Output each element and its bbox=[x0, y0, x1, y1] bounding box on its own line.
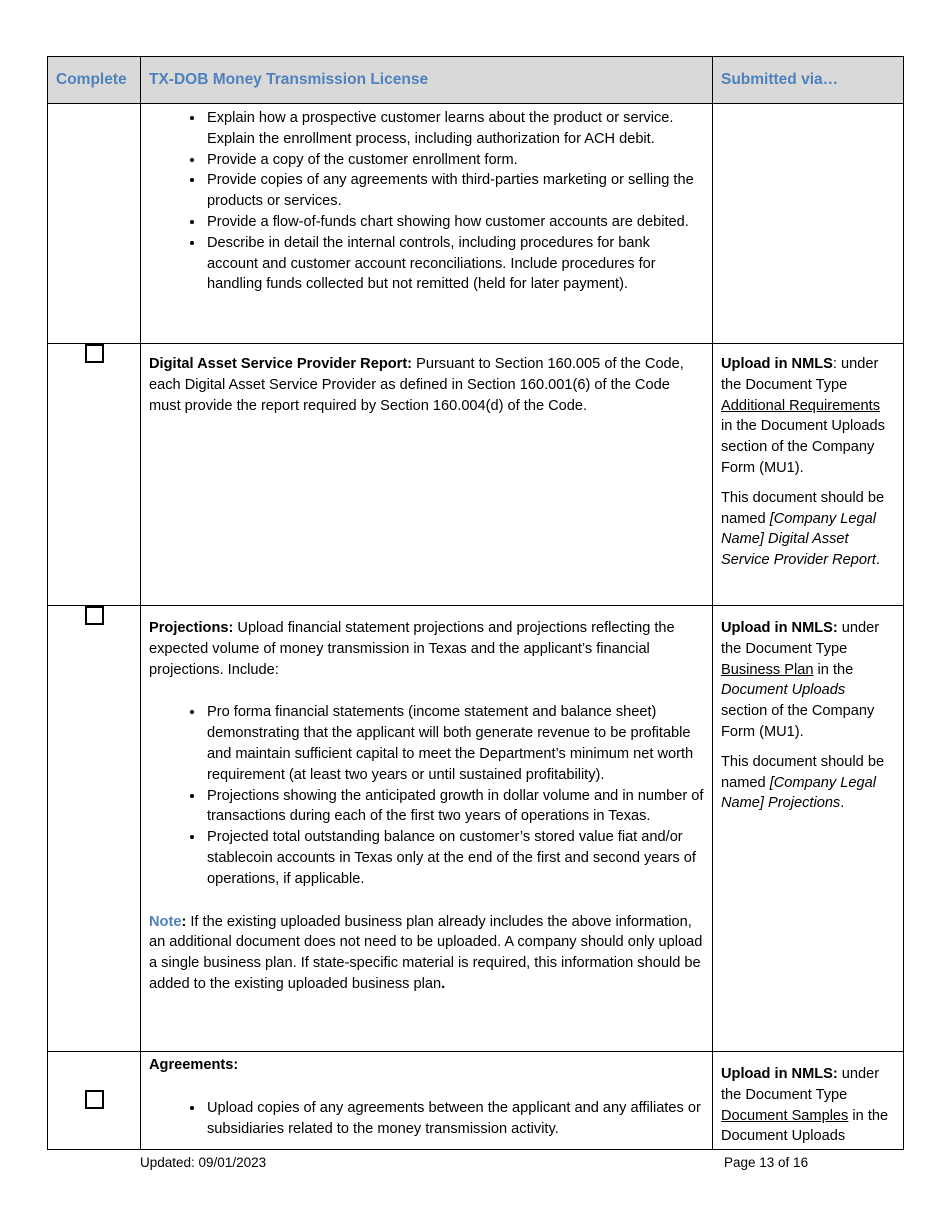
table-row-continued bbox=[48, 104, 904, 344]
list-item: • Upload copies of any agreements between the applicant and any affiliates or subsidiaries related to the money transmission activity. bbox=[205, 1098, 704, 1140]
submission-instructions: Upload in NMLS: under the Document Type Business Plan in the Document Uploads section of the Company Form (MU1). bbox=[721, 620, 880, 740]
submission-instructions: Upload in NMLS: under the Document Type Additional Requirements in the Document Uploads section of the Company Form (MU1). bbox=[721, 356, 885, 476]
checkbox-digital-asset[interactable] bbox=[85, 344, 104, 363]
submitted-cell bbox=[713, 344, 904, 606]
document-naming: This document should be named [Company Legal Name] Projections. bbox=[721, 753, 885, 812]
header-license: TX-DOB Money Transmission License bbox=[141, 57, 713, 104]
footer-page-number: Page 13 of 16 bbox=[724, 1155, 809, 1170]
submitted-cell bbox=[713, 606, 904, 1052]
requirement-cell bbox=[141, 606, 713, 1052]
bullet-list bbox=[149, 108, 704, 295]
list-item: • Provide a flow-of-funds chart showing how customer accounts are debited. bbox=[205, 212, 704, 233]
footer-updated: Updated: 09/01/2023 bbox=[140, 1155, 267, 1170]
requirement-title: Agreements: bbox=[149, 1057, 239, 1073]
requirement-cell bbox=[141, 104, 713, 344]
table-header-row bbox=[48, 57, 904, 104]
submission-instructions: Upload in NMLS: under the Document Type Document Samples in the Document Uploads bbox=[721, 1066, 889, 1145]
table-row-agreements bbox=[48, 1052, 904, 1150]
checkbox-agreements[interactable] bbox=[85, 1090, 104, 1109]
complete-cell bbox=[48, 606, 141, 1052]
table-row-digital-asset bbox=[48, 344, 904, 606]
list-item: • Explain how a prospective customer learns about the product or service. Explain the enrollment process, including authorization for ACH debit. bbox=[205, 108, 704, 150]
requirement-text: Projections: Upload financial statement projections and projections reflecting the expected volume of money transmission in Texas and the applicant’s financial projections. Include: bbox=[149, 620, 675, 678]
requirement-cell bbox=[141, 344, 713, 606]
list-item: • Provide a copy of the customer enrollment form. bbox=[205, 150, 704, 171]
note-label: Note bbox=[149, 913, 182, 930]
table-row-projections bbox=[48, 606, 904, 1052]
complete-cell bbox=[48, 1052, 141, 1150]
requirement-title: Digital Asset Service Provider Report: bbox=[149, 356, 413, 372]
complete-cell-empty bbox=[48, 104, 141, 344]
list-item: • Pro forma financial statements (income statement and balance sheet) demonstrating that the applicant will both generate revenue to be profitable and maintain sufficient capital to meet the Department’s minimum net worth requirement (at least two years or until sustained profitability). bbox=[205, 702, 704, 785]
submitted-cell-empty bbox=[713, 104, 904, 344]
requirements-table bbox=[47, 56, 904, 1150]
list-item: • Provide copies of any agreements with third-parties marketing or selling the products or services. bbox=[205, 170, 704, 212]
note-text: Note: If the existing uploaded business plan already includes the above information, an additional document does not need to be uploaded. A company should only upload a single business plan. If state-specific material is required, this information should be added to the existing uploaded business plan. bbox=[149, 913, 703, 992]
complete-cell bbox=[48, 344, 141, 606]
bullet-list bbox=[149, 702, 704, 889]
document-type-link: Document Samples bbox=[721, 1107, 849, 1124]
requirement-cell bbox=[141, 1052, 713, 1150]
document-type-link: Business Plan bbox=[721, 661, 814, 678]
list-item: • Describe in detail the internal controls, including procedures for bank account and customer account reconciliations. Include procedures for handling funds collected but not remitted (held for later payment). bbox=[205, 233, 704, 295]
header-complete: Complete bbox=[48, 57, 141, 104]
bullet-list bbox=[149, 1098, 704, 1140]
requirement-title: Projections: bbox=[149, 620, 234, 636]
list-item: • Projected total outstanding balance on customer’s stored value fiat and/or stablecoin accounts in Texas only at the end of the first and second years of operations, if applicable. bbox=[205, 827, 704, 889]
list-item: • Projections showing the anticipated growth in dollar volume and in number of transactions during each of the first two years of operations in Texas. bbox=[205, 786, 704, 828]
document-type-link: Additional Requirements bbox=[721, 397, 880, 414]
requirement-text: Digital Asset Service Provider Report: Pursuant to Section 160.005 of the Code, each Digital Asset Service Provider as defined in Section 160.001(6) of the Code must provide the report required by Section 160.004(d) of the Code. bbox=[149, 356, 684, 414]
document-naming: This document should be named [Company Legal Name] Digital Asset Service Provider Report. bbox=[721, 489, 885, 569]
submitted-cell bbox=[713, 1052, 904, 1150]
checkbox-projections[interactable] bbox=[85, 606, 104, 625]
header-submitted-via: Submitted via… bbox=[713, 57, 904, 104]
